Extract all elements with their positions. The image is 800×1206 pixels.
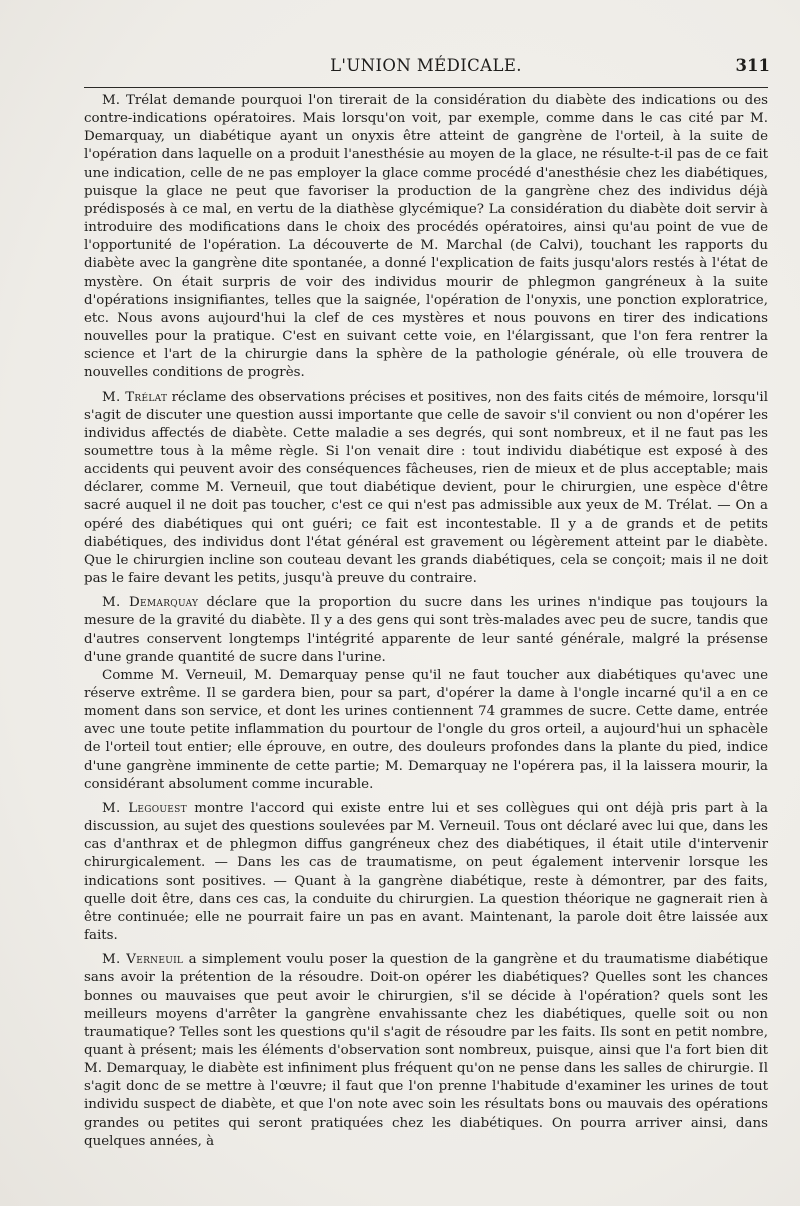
paragraph-4 [84,667,768,794]
paragraph-3-text: déclare que la proportion du sucre dans les urines n'indique pas toujours la mesure de la gravité du diabète. Il y a des gens qui sont très-malades avec peu de sucre, tandis que d'autres conservent longtemps l'intégrité apparente de leur santé générale, malgré la présense d'une grande quantité de sucre dans l'urine. [84,595,768,665]
paragraph-2 [84,389,768,589]
header-rule [84,87,768,88]
paragraph-1-text: M. Trélat demande pourquoi l'on tirerait de la considération du diabète des indications ou des contre-indications opératoires. Mais lorsqu'on voit, par exemple, comme dans le cas cité par M. Demarquay, un diabétique ayant un onyxis être atteint de gangrène de l'orteil, à la suite de l'opération dans laquelle on a produit l'anesthésie au moyen de la glace, ne résulte-t-il pas de ce fait une indication, celle de ne pas employer la glace comme procédé d'anesthésie chez les diabétiques, puisque la glace ne peut que favoriser la production de la gangrène chez des individus déjà prédisposés à ce mal, en vertu de la diathèse glycémique? La considération du diabète doit servir à introduire des modifications dans le choix des procédés opératoires, ainsi qu'au point de vue de l'opportunité de l'opération. La découverte de M. Marchal (de Calvi), touchant les rapports du diabète avec la gangrène dite spontanée, a donné l'explication de faits jusqu'alors restés à l'état de mystère. On était surpris de voir des individus mourir de phlegmon gangréneux à la suite d'opérations insignifiantes, telles que la saignée, l'opération de l'onyxis, une ponction exploratrice, etc. Nous avons aujourd'hui la clef de ces mystères et nous pouvons en tirer des indications nouvelles pour la pratique. C'est en suivant cette voie, en l'élargissant, que l'on fera rentrer la science et l'art de la chirurgie dans la sphère de la pathologie générale, où elle trouvera de nouvelles conditions de progrès. [84,93,768,381]
body-text [84,92,768,1151]
paragraph-4-text: Comme M. Verneuil, M. Demarquay pense qu'il ne faut toucher aux diabétiques qu'avec une réserve extrême. Il se gardera bien, pour sa part, d'opérer la dame à l'ongle incarné qu'il a en ce moment dans son service, et dont les urines contiennent 74 grammes de sucre. Cette dame, entrée avec une toute petite inflammation du pourtour de l'ongle du gros orteil, a aujourd'hui un sphacèle de l'orteil tout entier; elle éprouve, en outre, des douleurs profondes dans la plante du pied, indice d'une gangrène imminente de cette partie; M. Demarquay ne l'opérera pas, il la laissera mourir, la considérant absolument comme incurable. [84,667,768,792]
speaker-name: M. Verneuil [102,952,184,968]
speaker-name: M. Trélat [102,389,168,405]
paragraph-3 [84,594,768,667]
running-header [82,52,770,82]
page-number: 311 [735,56,770,75]
paragraph-5-text: montre l'accord qui existe entre lui et ses collègues qui ont déjà pris part à la discussion, au sujet des questions soulevées par M. Verneuil. Tous ont déclaré avec lui que, dans les cas d'anthrax et de phlegmon diffus gangréneux chez des diabétiques, il était utile d'intervenir chirurgicalement. — Dans les cas de traumatisme, on peut également intervenir lorsque les indications sont positives. — Quant à la gangrène diabétique, reste à démontrer, par des faits, quelle doit être, dans ces cas, la conduite du chirurgien. La question théorique ne gagnerait rien à être continuée; elle ne pourrait faire un pas en avant. Maintenant, la parole doit être laissée aux faits. [84,800,768,944]
speaker-name: M. Demarquay [102,595,199,611]
paragraph-1 [84,92,768,383]
paragraph-6 [84,951,768,1151]
paragraph-5 [84,800,768,945]
speaker-name: M. Legouest [102,800,187,816]
paragraph-6-text: a simplement voulu poser la question de la gangrène et du traumatisme diabétique sans avoir la prétention de la résoudre. Doit-on opérer les diabétiques? Quelles sont les chances bonnes ou mauvaises que peut avoir le chirurgien, s'il se décide à l'opération? quels sont les meilleurs moyens d'arrêter la gangrène envahissante chez les diabétiques, quelle soit ou non traumatique? Telles sont les questions qu'il s'agit de résoudre par les faits. Ils sont en petit nombre, quant à présent; mais les éléments d'observation sont nombreux, puisque, ainsi que l'a fort bien dit M. Demarquay, le diabète est infiniment plus fréquent qu'on ne pense dans les salles de chirurgie. Il s'agit donc de se mettre à l'œuvre; il faut que l'on prenne l'habitude d'examiner les urines de tout individu suspect de diabète, et que l'on note avec soin les résultats bons ou mauvais des opérations grandes ou petites qui seront pratiquées chez les diabétiques. On pourra arriver ainsi, dans quelques années, à [84,952,768,1149]
paragraph-2-text: réclame des observations précises et positives, non des faits cités de mémoire, lorsqu'il s'agit de discuter une question aussi importante que celle de savoir s'il convient ou non d'opérer les individus affectés de diabète. Cette maladie a ses degrés, qui sont nombreux, et il ne faut pas les soumettre tous à la même règle. Si l'on venait dire : tout individu diabétique est exposé à des accidents qui peuvent avoir des conséquences fâcheuses, rien de mieux et de plus acceptable; mais déclarer, comme M. Verneuil, que tout diabétique devient, pour le chirurgien, une espèce d'être sacré auquel il ne doit pas toucher, c'est ce qui n'est pas admissible aux yeux de M. Trélat. — On a opéré des diabétiques qui ont guéri; ce fait est incontestable. Il y a de grands et de petits diabétiques, des individus dont l'état général est gravement ou légèrement atteint par le diabète. Que le chirurgien incline son couteau devant les grands diabétiques, cela se conçoit; mais il ne doit pas le faire devant les petits, jusqu'à preuve du contraire. [84,389,768,587]
journal-title: L'UNION MÉDICALE. [330,56,522,75]
